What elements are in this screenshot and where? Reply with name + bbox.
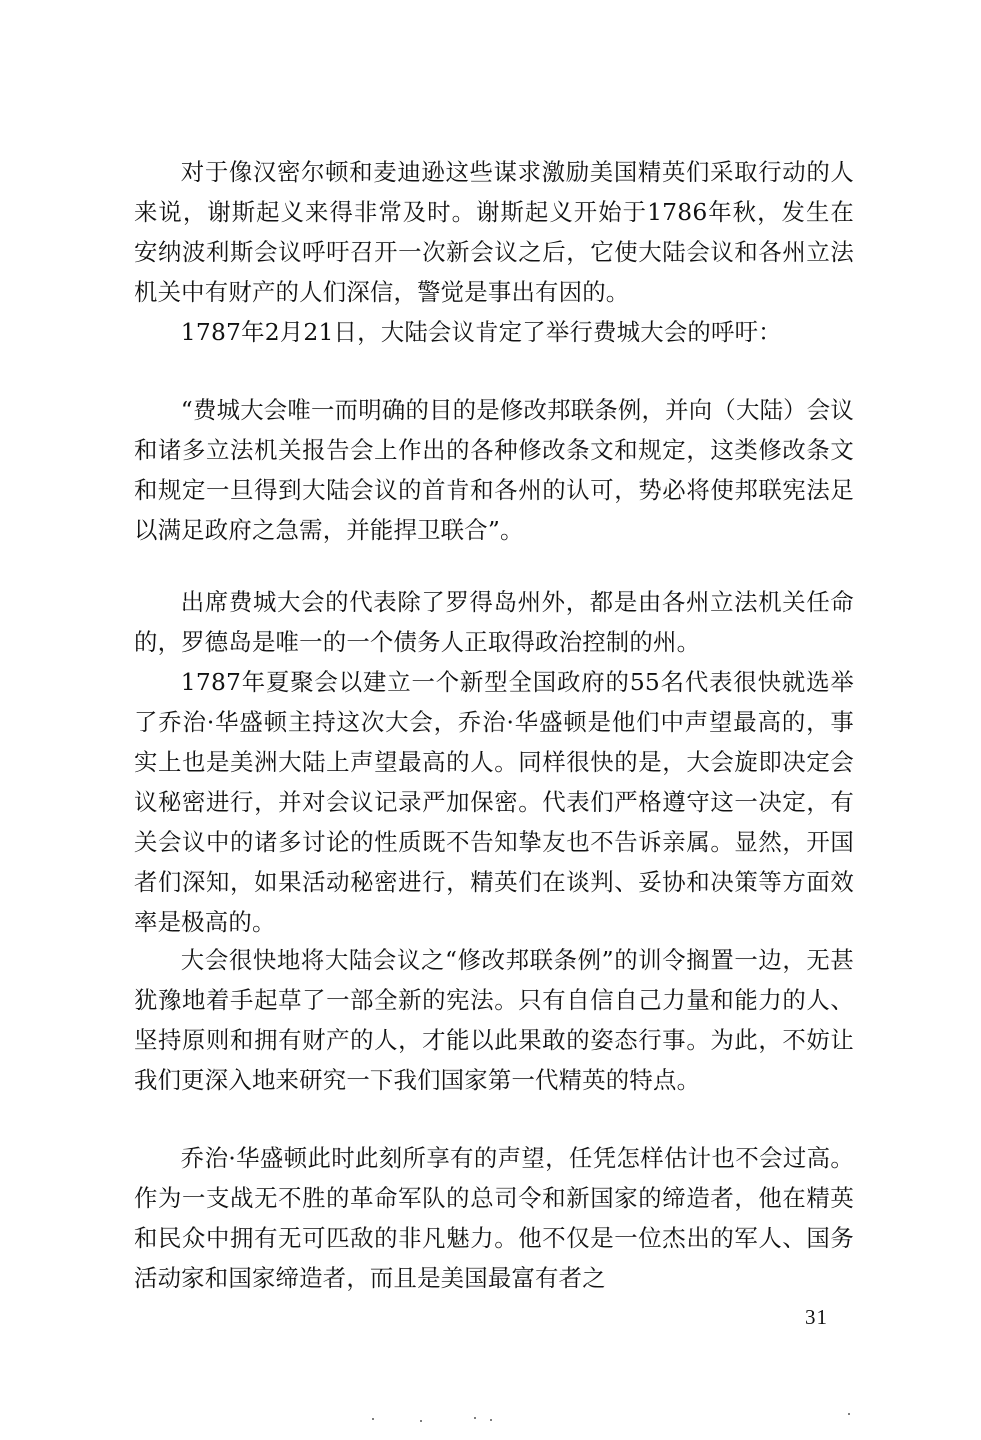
scan-speck <box>372 1418 374 1420</box>
block-quote-convention-purpose: “费城大会唯一而明确的目的是修改邦联条例，并向（大陆）会议和诸多立法机关报告会上作出的各种修改条文和规定，这类修改条文和规定一旦得到大陆会议的首肯和各州的认可，势必将使邦联宪法足以满足政府之急需，并能捍卫联合”。 <box>134 396 854 544</box>
scan-speck <box>420 1420 422 1422</box>
paragraph-new-constitution: 大会很快地将大陆会议之“修改邦联条例”的训令搁置一边，无甚犹豫地着手起草了一部全新的宪法。只有自信自己力量和能力的人、坚持原则和拥有财产的人，才能以此果敢的姿态行事。为此，不妨让我们更深入地来研究一下我们国家第一代精英的特点。 <box>134 946 854 1094</box>
paragraph-congress-endorsement: 1787年2月21日，大陆会议肯定了举行费城大会的呼吁： <box>180 318 782 346</box>
scan-speck <box>848 1413 850 1415</box>
paragraph-washington-prestige: 乔治·华盛顿此时此刻所享有的声望，任凭怎样估计也不会过高。作为一支战无不胜的革命军队的总司令和新国家的缔造者，他在精英和民众中拥有无可匹敌的非凡魅力。他不仅是一位杰出的军人、国务活动家和国家缔造者，而且是美国最富有者之 <box>134 1144 854 1292</box>
scan-speck <box>474 1417 476 1419</box>
paragraph-shays-rebellion: 对于像汉密尔顿和麦迪逊这些谋求激励美国精英们采取行动的人来说，谢斯起义来得非常及时。谢斯起义开始于1786年秋，发生在安纳波利斯会议呼吁召开一次新会议之后，它使大陆会议和各州立法机关中有财产的人们深信，警觉是事出有因的。 <box>134 158 854 306</box>
page-number: 31 <box>805 1305 828 1329</box>
paragraph-washington-presiding: 1787年夏聚会以建立一个新型全国政府的55名代表很快就选举了乔治·华盛顿主持这次大会，乔治·华盛顿是他们中声望最高的，事实上也是美洲大陆上声望最高的人。同样很快的是，大会旋即决定会议秘密进行，并对会议记录严加保密。代表们严格遵守这一决定，有关会议中的诸多讨论的性质既不告知挚友也不告诉亲属。显然，开国者们深知，如果活动秘密进行，精英们在谈判、妥协和决策等方面效率是极高的。 <box>134 668 854 936</box>
paragraph-delegates-appointment: 出席费城大会的代表除了罗得岛州外，都是由各州立法机关任命的，罗德岛是唯一的一个债务人正取得政治控制的州。 <box>134 588 854 656</box>
scan-speck <box>490 1419 492 1421</box>
